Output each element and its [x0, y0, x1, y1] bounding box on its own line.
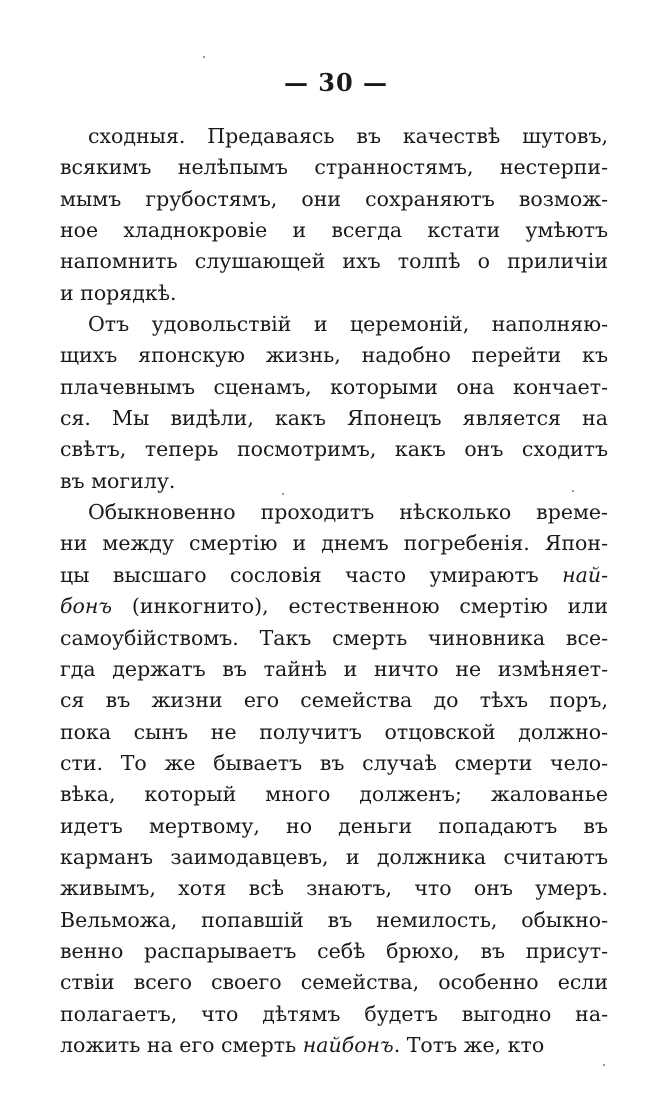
text-line [60, 1030, 608, 1061]
text-segment: плачевнымъ сценамъ, которыми она кончает- [60, 374, 608, 399]
text-line [60, 372, 608, 403]
text-segment: пока сынъ не получитъ отцовской должно- [60, 719, 608, 744]
paragraph [60, 121, 608, 309]
text-segment: всякимъ нелѣпымъ странностямъ, нестерпи- [60, 155, 608, 180]
text-line [60, 967, 608, 998]
text-segment: ложить на его смерть [60, 1032, 303, 1057]
text-line [60, 999, 608, 1030]
text-line [60, 873, 608, 904]
text-line [60, 152, 608, 183]
text-segment: полагаетъ, что дѣтямъ будетъ выгодно на- [60, 1001, 608, 1026]
paragraph [60, 309, 608, 497]
text-line [60, 340, 608, 371]
text-segment: цы высшаго сословія часто умираютъ [60, 562, 563, 587]
italic-text: най- [562, 562, 608, 587]
text-line [60, 278, 608, 309]
paragraph [60, 497, 608, 1061]
text-segment: . Тотъ же, кто [393, 1032, 545, 1057]
text-line [60, 842, 608, 873]
text-segment: ное хладнокровіе и всегда кстати умѣютъ [60, 218, 608, 243]
text-segment: мымъ грубостямъ, они сохраняютъ возмож- [60, 186, 608, 211]
text-line [60, 591, 608, 622]
text-segment: ся. Мы видѣли, какъ Японецъ является на [60, 406, 608, 431]
text-line [60, 779, 608, 810]
text-line [60, 215, 608, 246]
text-segment: сти. То же бываетъ въ случаѣ смерти чело- [60, 750, 608, 775]
text-segment: щихъ японскую жизнь, надобно перейти къ [60, 343, 608, 368]
text-line [60, 811, 608, 842]
text-line [60, 560, 608, 591]
paper-speck [572, 490, 574, 492]
text-line [60, 528, 608, 559]
text-line [60, 309, 608, 340]
text-line [60, 466, 608, 497]
text-segment: идетъ мертвому, но деньги попадаютъ въ [60, 813, 608, 838]
text-line [60, 121, 608, 152]
text-line [60, 184, 608, 215]
text-line [60, 654, 608, 685]
text-segment: сходныя. Предаваясь въ качествѣ шутовъ, [88, 124, 608, 148]
text-segment: гда держатъ въ тайнѣ и ничто не измѣняет- [60, 656, 608, 681]
text-segment: карманъ заимодавцевъ, и должника считаютъ [60, 844, 608, 869]
text-line [60, 717, 608, 748]
text-segment: Вельможа, попавшій въ немилость, обыкно- [60, 907, 608, 932]
text-segment: и порядкѣ. [60, 280, 177, 305]
text-line [60, 936, 608, 967]
text-line [60, 497, 608, 528]
paper-speck [203, 56, 205, 58]
body-text [60, 121, 608, 1061]
text-segment: ни между смертію и днемъ погребенія. Япон- [60, 531, 608, 556]
text-segment: Отъ удовольствій и церемоній, наполняю- [88, 312, 608, 337]
text-segment: (инкогнито), естественною смертію или [112, 594, 608, 619]
text-line [60, 403, 608, 434]
page-number: — 30 — [283, 68, 389, 97]
text-line [60, 246, 608, 277]
text-segment: Обыкновенно проходитъ нѣсколько време- [88, 500, 608, 525]
text-segment: въ могилу. [60, 468, 176, 493]
text-line [60, 685, 608, 716]
text-segment: вѣка, который много долженъ; жалованье [60, 782, 608, 807]
paper-speck [603, 1064, 605, 1066]
paper-speck [282, 493, 284, 495]
text-line [60, 748, 608, 779]
text-segment: самоубійствомъ. Такъ смерть чиновника все- [60, 625, 608, 650]
text-segment: напомнить слушающей ихъ толпѣ о приличіи [60, 249, 608, 274]
text-segment: ствіи всего своего семейства, особенно если [60, 970, 608, 995]
text-segment: свѣтъ, теперь посмотримъ, какъ онъ сходитъ [60, 437, 608, 462]
italic-text: бонъ [60, 594, 113, 619]
text-line [60, 623, 608, 654]
text-line [60, 905, 608, 936]
text-segment: венно распарываетъ себѣ брюхо, въ присут- [60, 938, 608, 963]
text-segment: живымъ, хотя всѣ знаютъ, что онъ умеръ. [60, 876, 608, 901]
italic-text: найбонъ [302, 1032, 394, 1057]
text-segment: ся въ жизни его семейства до тѣхъ поръ, [60, 688, 608, 713]
text-line [60, 434, 608, 465]
